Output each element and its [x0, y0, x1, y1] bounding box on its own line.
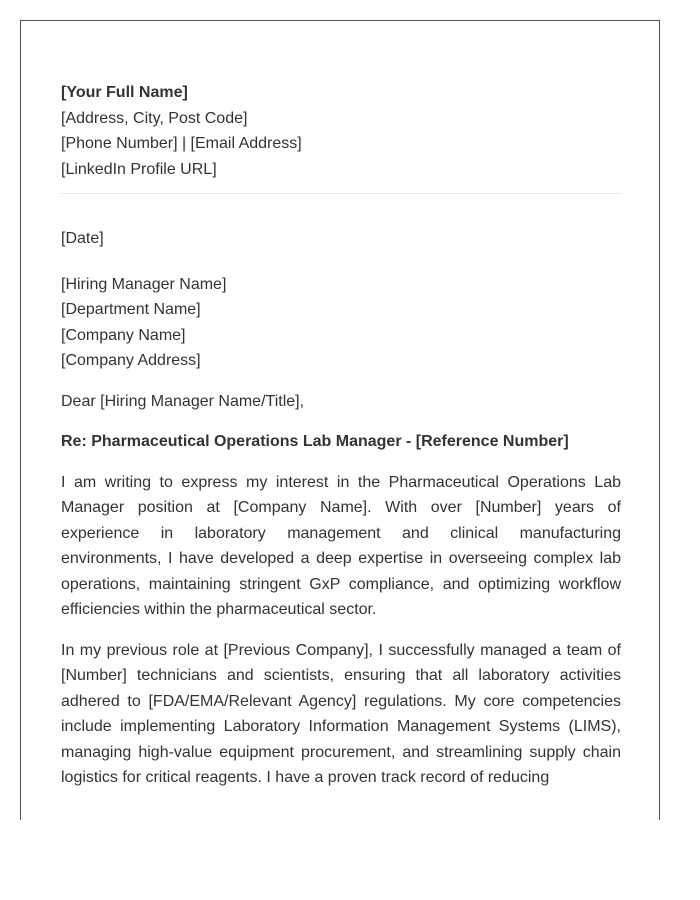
recipient-address: [Company Address]: [61, 352, 201, 369]
body-paragraph-2: In my previous role at [Previous Company], I successfully managed a team of [Number] technicians and scientists, ensuring that all laboratory activities adhered to [FDA/EMA/Relevant Agency] regulations. My core competencies include implementing Laboratory Information Management Systems (LIMS), managing high-value equipment procurement, and streamlining supply chain logistics for critical reagents. I have a proven track record of reducing: [61, 641, 621, 786]
recipient-department: [Department Name]: [61, 301, 201, 318]
recipient-block: [61, 272, 621, 374]
recipient-company: [Company Name]: [61, 326, 186, 344]
letter-content: [61, 80, 621, 791]
letter-date: [Date]: [61, 230, 104, 247]
body-paragraph-1: I am writing to express my interest in the Pharmaceutical Operations Lab Manager position at [Company Name]. With over [Number] years of experience in laboratory management and clinical manufacturing environments, I have developed a deep expertise in overseeing complex lab operations, maintaining stringent GxP compliance, and optimizing workflow efficiencies within the pharmaceutical sector.: [61, 473, 621, 618]
sender-address: [Address, City, Post Code]: [61, 109, 248, 127]
letter-page: [20, 20, 660, 820]
sender-block: [61, 80, 621, 182]
recipient-manager: [Hiring Manager Name]: [61, 275, 227, 293]
sender-contact: [Phone Number] | [Email Address]: [61, 135, 302, 152]
sender-linkedin: [LinkedIn Profile URL]: [61, 160, 217, 178]
header-divider: [61, 193, 621, 194]
sender-name: [Your Full Name]: [61, 84, 188, 101]
salutation: Dear [Hiring Manager Name/Title],: [61, 392, 305, 410]
subject-line: Re: Pharmaceutical Operations Lab Manager - [Reference Number]: [61, 433, 569, 450]
